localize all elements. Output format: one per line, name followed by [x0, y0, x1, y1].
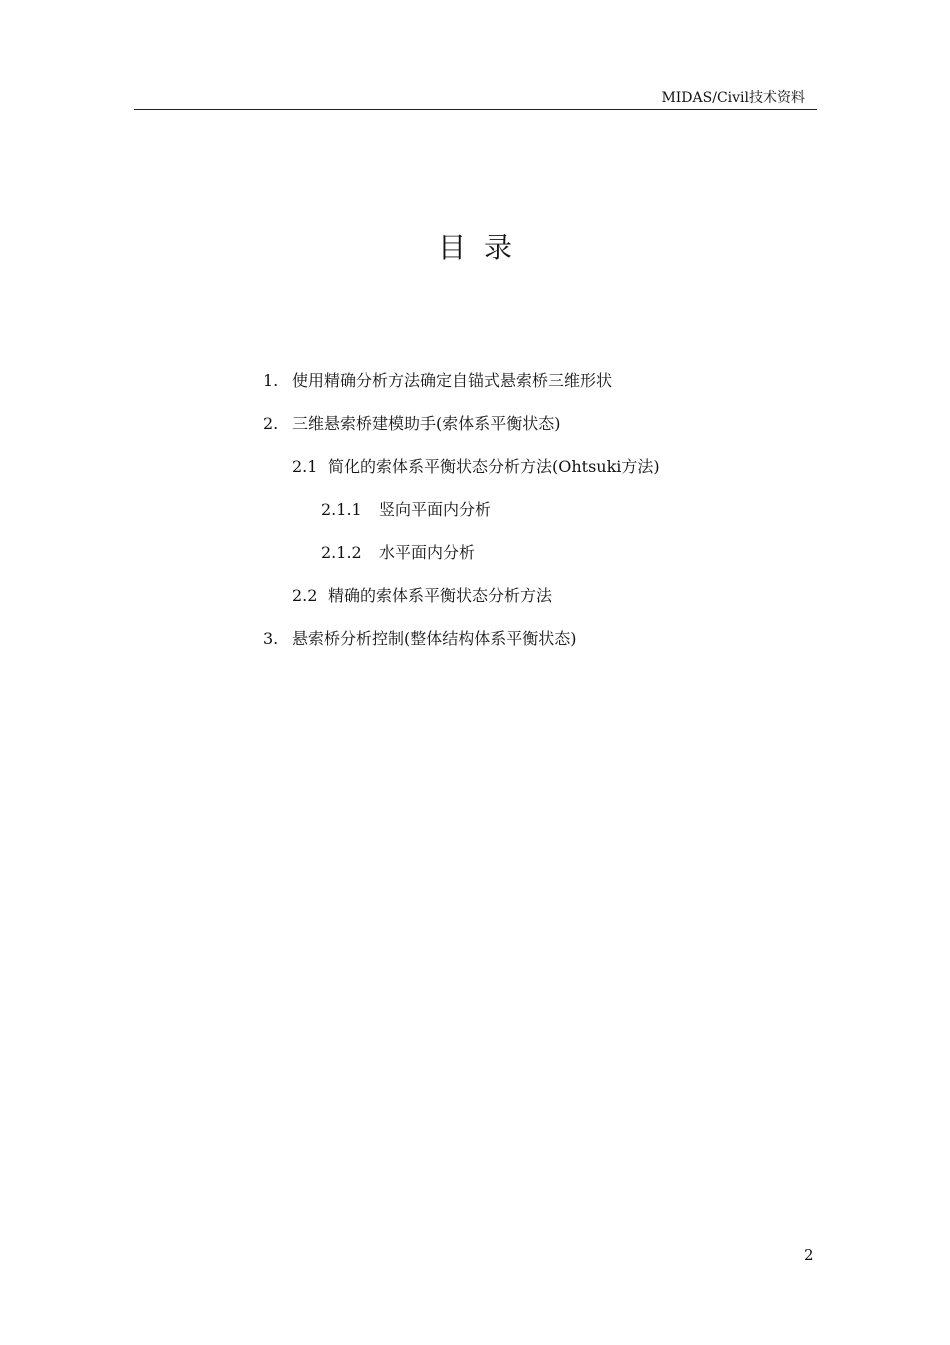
toc-entry-2[interactable]	[263, 414, 561, 434]
toc-entry-number: 2.1	[292, 457, 318, 476]
toc-entry-2-2[interactable]	[292, 586, 552, 606]
toc-entry-number: 2.	[263, 414, 279, 433]
header-title: MIDAS/Civil技术资料	[661, 90, 805, 106]
toc-entry-number: 1.	[263, 371, 279, 390]
toc-entry-label: 水平面内分析	[379, 543, 476, 562]
toc-entry-1[interactable]	[263, 371, 612, 391]
toc-entry-label: 竖向平面内分析	[379, 500, 492, 519]
toc-entry-number: 3.	[263, 629, 279, 648]
page-number: 2	[804, 1246, 814, 1264]
toc-entry-label: 精确的索体系平衡状态分析方法	[328, 586, 553, 605]
toc-entry-2-1-2[interactable]	[321, 543, 475, 563]
toc-entry-label: 三维悬索桥建模助手(索体系平衡状态)	[292, 414, 561, 433]
toc-entry-number: 2.1.2	[321, 543, 362, 562]
toc-entry-label: 使用精确分析方法确定自锚式悬索桥三维形状	[292, 371, 613, 390]
toc-entry-label: 悬索桥分析控制(整体结构体系平衡状态)	[292, 629, 577, 648]
toc-entry-number: 2.1.1	[321, 500, 362, 519]
toc-title: 目录	[437, 231, 530, 264]
toc-entry-number: 2.2	[292, 586, 318, 605]
toc-entry-2-1[interactable]	[292, 457, 660, 477]
toc-entry-3[interactable]	[263, 629, 577, 649]
toc-entry-2-1-1[interactable]	[321, 500, 491, 520]
toc-entry-label: 简化的索体系平衡状态分析方法(Ohtsuki方法)	[328, 457, 660, 476]
